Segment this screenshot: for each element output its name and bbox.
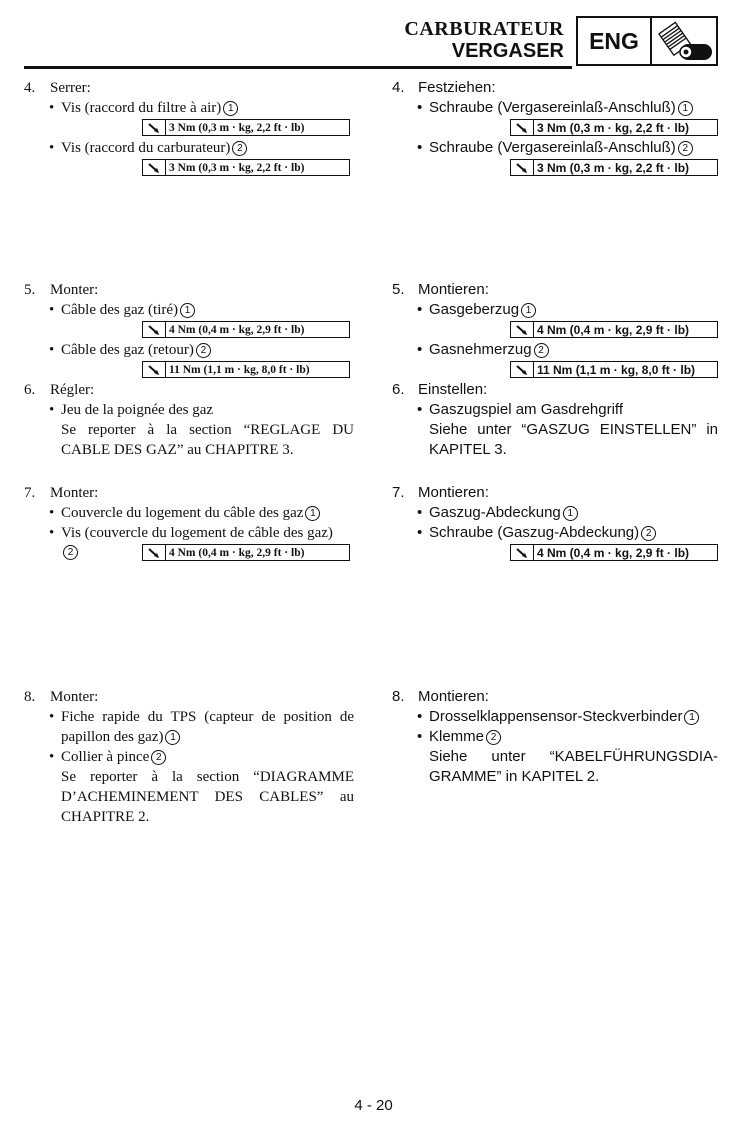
callout-number: 2	[534, 343, 549, 358]
torque-spec: 4 Nm (0,4 m · kg, 2,9 ft · lb)	[510, 544, 718, 561]
torque-spec: 4 Nm (0,4 m · kg, 2,9 ft · lb)	[142, 321, 350, 338]
engine-crank-icon	[652, 16, 718, 66]
de-step-4: 4. Festziehen: • Schraube (Vergasereinlaß-Anschluß) 1 3 Nm (0,3 m · kg, 2,2 ft · lb) • Schraube (Vergasereinlaß-Anschluß) 2 3 Nm (0,3 m · kg, 2,2 ft · lb)	[392, 78, 718, 178]
list-item: • Drosselklappensensor-Steckverbinder 1	[392, 707, 718, 727]
fr-step-8: 8. Monter: • Fiche rapide du TPS (capteur de position de papillon des gaz) 1 • Collier à pince 2 Se reporter à la section “DIAGRAMME D’ACHEMINEMENT DES CABLES” au CHAPITRE 2.	[24, 689, 354, 825]
list-item: • Collier à pince 2	[24, 747, 354, 767]
callout-number: 2	[151, 750, 166, 765]
callout-number: 2	[678, 141, 693, 156]
torque-spec: 4 Nm (0,4 m · kg, 2,9 ft · lb)	[142, 544, 350, 561]
torque-spec: 11 Nm (1,1 m · kg, 8,0 ft · lb)	[510, 361, 718, 378]
step-number: 4.	[24, 80, 36, 96]
callout-number: 1	[165, 730, 180, 745]
torque-wrench-icon	[511, 322, 534, 337]
torque-spec: 3 Nm (0,3 m · kg, 2,2 ft · lb)	[510, 159, 718, 176]
list-item: • Câble des gaz (retour) 2	[24, 340, 354, 360]
torque-wrench-icon	[143, 322, 166, 337]
list-item: • Gasgeberzug 1	[392, 300, 718, 320]
callout-number: 1	[678, 101, 693, 116]
torque-spec: 4 Nm (0,4 m · kg, 2,9 ft · lb)	[510, 321, 718, 338]
torque-spec: 3 Nm (0,3 m · kg, 2,2 ft · lb)	[510, 119, 718, 136]
torque-spec: 3 Nm (0,3 m · kg, 2,2 ft · lb)	[142, 119, 350, 136]
fr-step-7: 7. Monter: • Couvercle du logement du câble des gaz 1 • Vis (couvercle du logement de câble des gaz) 2 4 Nm (0,4 m · kg, 2,9 ft · lb)	[24, 483, 354, 563]
fr-step-6: 6. Régler: • Jeu de la poignée des gaz Se reporter à la section “REGLAGE DU CABLE DES GAZ” au CHAPITRE 3.	[24, 382, 354, 458]
section-badge: ENG	[576, 16, 652, 66]
list-item: • Gaszug-Abdeckung 1	[392, 503, 718, 523]
torque-wrench-icon	[511, 120, 534, 135]
step-title: Serrer:	[50, 80, 91, 96]
list-item: • Gasnehmerzug 2	[392, 340, 718, 360]
list-item: • Schraube (Vergasereinlaß-Anschluß) 1	[392, 98, 718, 118]
torque-wrench-icon	[143, 362, 166, 377]
de-step-6: 6. Einstellen: • Gaszugspiel am Gasdrehgriff Siehe unter “GASZUG EINSTELLEN” in KAPITEL 3.	[392, 381, 718, 458]
list-item: • Jeu de la poignée des gaz	[49, 402, 214, 418]
callout-number: 1	[563, 506, 578, 521]
fr-step-5: 5. Monter: • Câble des gaz (tiré) 1 4 Nm (0,4 m · kg, 2,9 ft · lb) • Câble des gaz (retour) 2 11 Nm (1,1 m · kg, 8,0 ft · lb)	[24, 280, 354, 380]
de-step-8: 8. Montieren: • Drosselklappensensor-Steckverbinder 1 • Klemme 2 Siehe unter “KABELFÜHRUNGSDIA- GRAMME” in KAPITEL 2.	[392, 688, 718, 785]
de-step-7: 7. Montieren: • Gaszug-Abdeckung 1 • Schraube (Gaszug-Abdeckung) 2 4 Nm (0,4 m · kg, 2,9 ft · lb)	[392, 483, 718, 563]
callout-number: 2	[486, 730, 501, 745]
list-item: • Klemme 2	[392, 727, 718, 747]
list-item: • Vis (raccord du filtre à air) 1	[24, 98, 354, 118]
title-french: CARBURATEUR	[404, 18, 564, 40]
torque-wrench-icon	[511, 545, 534, 560]
torque-spec: 11 Nm (1,1 m · kg, 8,0 ft · lb)	[142, 361, 350, 378]
callout-number: 2	[196, 343, 211, 358]
torque-wrench-icon	[511, 362, 534, 377]
torque-wrench-icon	[143, 160, 166, 175]
list-item: • Vis (raccord du carburateur) 2	[24, 138, 354, 158]
callout-number: 2	[232, 141, 247, 156]
list-item: • Schraube (Vergasereinlaß-Anschluß) 2	[392, 138, 718, 158]
callout-number: 1	[521, 303, 536, 318]
callout-number: 1	[305, 506, 320, 521]
callout-number: 2	[63, 545, 78, 560]
list-item: • Fiche rapide du TPS (capteur de position de	[49, 709, 354, 725]
title-german: VERGASER	[451, 40, 564, 62]
list-item: • Gaszugspiel am Gasdrehgriff	[417, 401, 623, 418]
torque-wrench-icon	[143, 120, 166, 135]
callout-number: 2	[641, 526, 656, 541]
list-item: • Couvercle du logement du câble des gaz 1	[24, 503, 354, 523]
list-item: • Vis (couvercle du logement de câble des gaz)	[49, 525, 333, 541]
page-number: 4 - 20	[354, 1097, 393, 1114]
header-rule	[24, 66, 572, 69]
torque-spec: 3 Nm (0,3 m · kg, 2,2 ft · lb)	[142, 159, 350, 176]
de-step-5: 5. Montieren: • Gasgeberzug 1 4 Nm (0,4 m · kg, 2,9 ft · lb) • Gasnehmerzug 2 11 Nm (1,1 m · kg, 8,0 ft · lb)	[392, 280, 718, 380]
page-title	[404, 18, 564, 62]
callout-number: 1	[684, 710, 699, 725]
callout-number: 1	[180, 303, 195, 318]
fr-step-4	[24, 78, 354, 178]
list-item: • Schraube (Gaszug-Abdeckung) 2	[392, 523, 718, 543]
list-item: • Câble des gaz (tiré) 1	[24, 300, 354, 320]
callout-number: 1	[223, 101, 238, 116]
torque-wrench-icon	[143, 545, 166, 560]
torque-wrench-icon	[511, 160, 534, 175]
